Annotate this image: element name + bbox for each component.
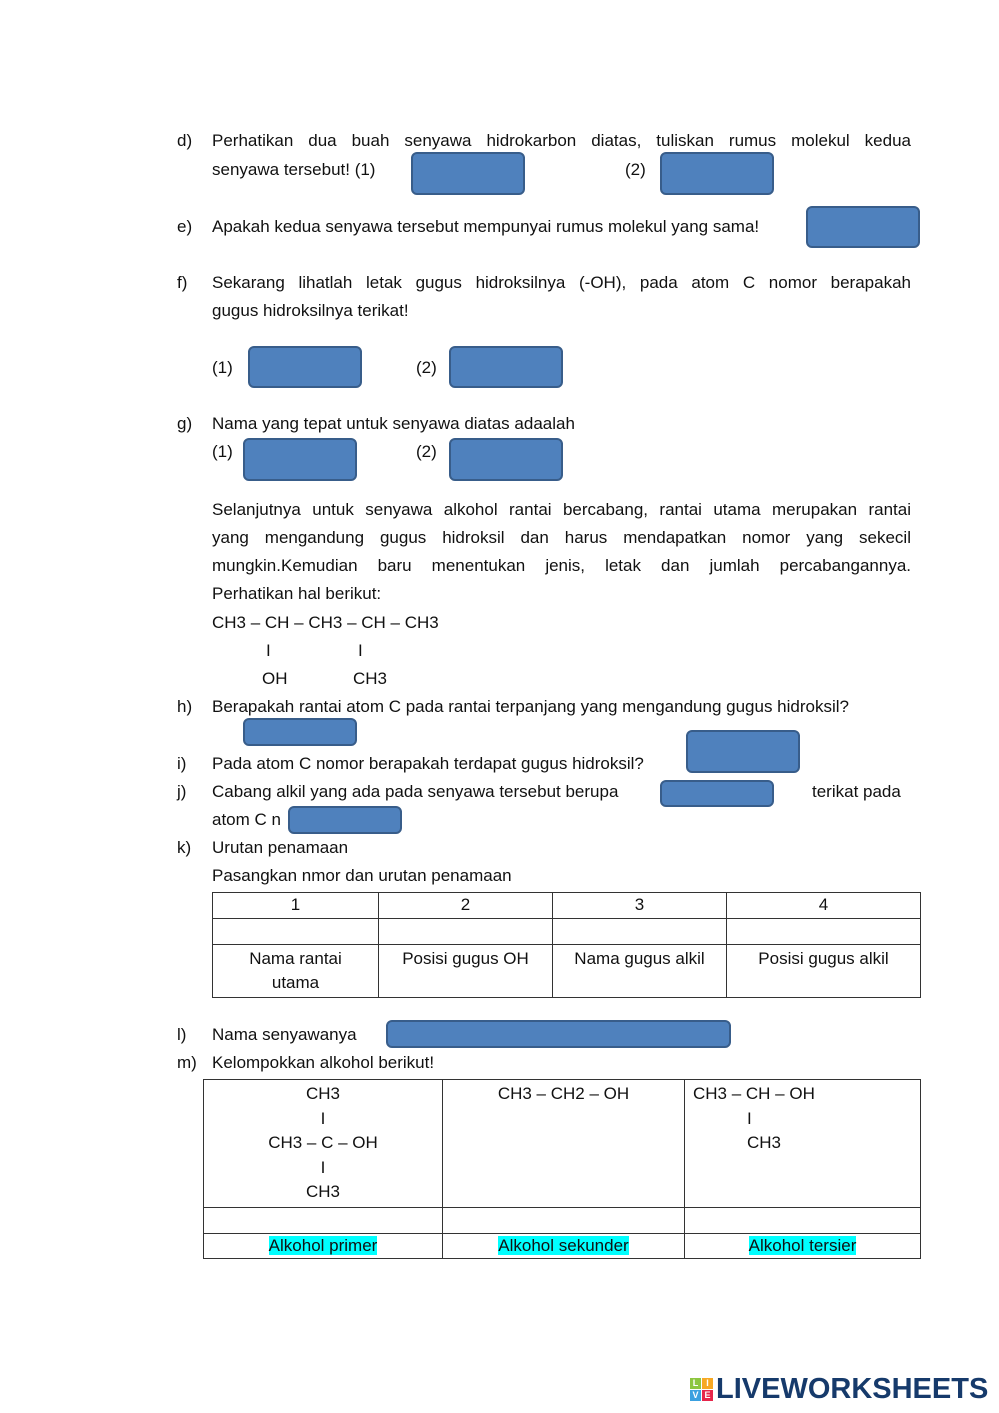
answer-box-d2[interactable] [660, 152, 774, 195]
question-text: Berapakah rantai atom C pada rantai terpanjang yang mengandung gugus hidroksil? [212, 697, 849, 716]
hydroxyl-group: OH [262, 669, 288, 688]
naming-order-table [212, 892, 921, 998]
bond-line: I [320, 1108, 326, 1128]
answer-box-i[interactable] [686, 730, 800, 773]
question-text: atom C n [212, 810, 281, 829]
drop-cell[interactable] [379, 919, 553, 945]
answer-box-e[interactable] [806, 206, 920, 248]
bond-line: I [747, 1108, 752, 1128]
name-cell: Posisi gugus alkil [727, 945, 921, 998]
question-text: Apakah kedua senyawa tersebut mempunyai rumus molekul yang sama! [212, 217, 760, 236]
paragraph-line: Perhatikan hal berikut: [212, 584, 382, 603]
secondary-alcohol-formula [685, 1080, 921, 1208]
formula-line: CH3 [305, 1084, 340, 1103]
header-cell: 3 [553, 893, 727, 919]
logo-letter: L [690, 1378, 701, 1389]
question-text: Sekarang lihatlah letak gugus hidroksilnya (-OH), pada atom C nomor berapakah [212, 273, 911, 292]
drop-cell[interactable] [685, 1207, 921, 1233]
question-text: terikat pada [812, 782, 901, 801]
tertiary-alcohol-formula [204, 1080, 443, 1208]
item-label: j) [177, 782, 187, 801]
paragraph-line: mungkin.Kemudian baru menentukan jenis, letak dan jumlah percabangannya. [212, 556, 911, 575]
answer-box-g1[interactable] [243, 438, 357, 481]
bond-line: I [266, 641, 271, 660]
header-cell: 4 [727, 893, 921, 919]
answer-box-f2[interactable] [449, 346, 563, 388]
question-text: Perhatikan dua buah senyawa hidrokarbon diatas, tuliskan rumus molekul kedua [212, 131, 911, 150]
alcohol-classification-table [203, 1079, 921, 1259]
drop-cell[interactable] [213, 919, 379, 945]
logo-letter: E [702, 1390, 713, 1401]
logo-text: LIVEWORKSHEETS [716, 1373, 989, 1405]
header-cell: 1 [213, 893, 379, 919]
logo-letter: V [690, 1390, 701, 1401]
item-label: g) [177, 414, 193, 433]
category-label[interactable]: Alkohol sekunder [498, 1235, 629, 1255]
logo-letter: I [702, 1378, 713, 1389]
name-cell: Posisi gugus OH [379, 945, 553, 998]
question-text: Pada atom C nomor berapakah terdapat gugus hidroksil? [212, 754, 644, 773]
logo-icon [690, 1378, 713, 1401]
item-label: e) [177, 217, 193, 236]
number-label: (1) [212, 442, 233, 461]
question-text: senyawa tersebut! (1) [212, 160, 376, 179]
question-text: Urutan penamaan [212, 838, 349, 857]
item-label: i) [177, 754, 187, 773]
item-label: m) [177, 1053, 197, 1072]
formula-line: CH3 – CH – OH [693, 1084, 815, 1103]
number-label: (1) [212, 358, 233, 377]
question-text: Nama yang tepat untuk senyawa diatas adaalah [212, 414, 575, 433]
bond-line: I [320, 1157, 326, 1177]
name-cell: Nama gugus alkil [553, 945, 727, 998]
answer-box-j1[interactable] [660, 780, 774, 807]
category-label[interactable]: Alkohol primer [268, 1235, 378, 1255]
item-label: f) [177, 273, 188, 292]
formula-line: CH3 – C – OH [268, 1133, 378, 1152]
item-label: k) [177, 838, 192, 857]
primary-alcohol-formula [443, 1080, 685, 1208]
item-label: l) [177, 1025, 187, 1044]
number-label: (2) [416, 358, 437, 377]
category-label[interactable]: Alkohol tersier [748, 1235, 857, 1255]
question-text: Nama senyawanya [212, 1025, 357, 1044]
question-text: gugus hidroksilnya terikat! [212, 301, 409, 320]
drop-cell[interactable] [553, 919, 727, 945]
paragraph-line: yang mengandung gugus hidroksil dan harus mendapatkan nomor yang sekecil [212, 528, 911, 547]
drop-cell[interactable] [443, 1207, 685, 1233]
answer-box-f1[interactable] [248, 346, 362, 388]
answer-box-d1[interactable] [411, 152, 525, 195]
methyl-group: CH3 [353, 669, 388, 688]
instruction-text: Pasangkan nmor dan urutan penamaan [212, 866, 512, 885]
answer-box-g2[interactable] [449, 438, 563, 481]
drop-cell[interactable] [727, 919, 921, 945]
number-label: (2) [625, 160, 646, 179]
name-cell [213, 945, 379, 998]
question-text: Cabang alkil yang ada pada senyawa tersebut berupa [212, 782, 619, 801]
paragraph-line: Selanjutnya untuk senyawa alkohol rantai bercabang, rantai utama merupakan rantai [212, 500, 911, 519]
formula-line: CH3 [305, 1182, 340, 1201]
structural-formula: CH3 – CH – CH3 – CH – CH3 [212, 613, 439, 632]
formula-line: CH3 – CH2 – OH [497, 1084, 630, 1103]
number-label: (2) [416, 442, 437, 461]
question-text: Kelompokkan alkohol berikut! [212, 1053, 435, 1072]
name-text: Nama rantai utama [249, 949, 342, 992]
item-label: d) [177, 131, 193, 150]
answer-box-h[interactable] [243, 718, 357, 746]
answer-box-j2[interactable] [288, 806, 402, 834]
liveworksheets-logo [690, 1373, 988, 1406]
answer-box-l[interactable] [386, 1020, 731, 1048]
item-label: h) [177, 697, 193, 716]
bond-line: I [358, 641, 363, 660]
header-cell: 2 [379, 893, 553, 919]
formula-line: CH3 [747, 1133, 782, 1152]
drop-cell[interactable] [204, 1207, 443, 1233]
